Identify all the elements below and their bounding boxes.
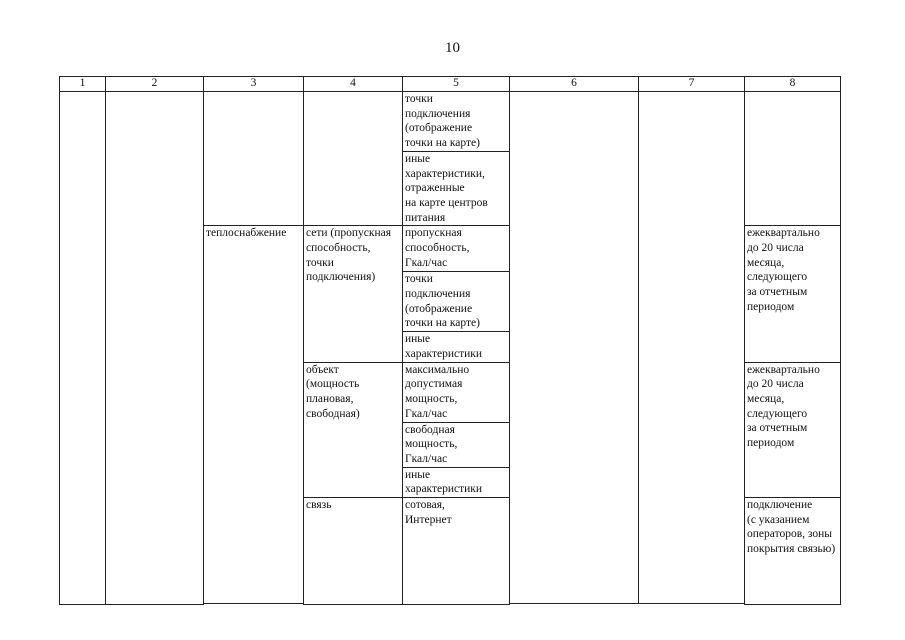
cell-col-3 — [204, 92, 304, 226]
cell-connection: подключение (с указанием операторов, зоны покрытия связью) — [745, 498, 841, 605]
header-col-7: 7 — [639, 77, 745, 92]
cell-free-capacity: свободная мощность, Гкал/час — [403, 422, 510, 467]
header-row — [60, 77, 841, 92]
cell-communication: связь — [304, 498, 403, 605]
cell-heat-network-other: иные характеристики — [403, 332, 510, 362]
header-col-6: 6 — [510, 77, 639, 92]
cell-col-6 — [510, 92, 639, 604]
cell-throughput: пропускная способность, Гкал/час — [403, 226, 510, 272]
cell-col-4 — [304, 92, 403, 226]
cell-heat-connection-points: точки подключения (отображение точки на карте) — [403, 272, 510, 332]
header-col-5: 5 — [403, 77, 510, 92]
table-row — [60, 92, 841, 152]
header-col-4: 4 — [304, 77, 403, 92]
cell-max-capacity: максимально допустимая мощность, Гкал/час — [403, 362, 510, 422]
page-number: 10 — [445, 40, 460, 56]
cell-col-1 — [60, 92, 106, 605]
cell-heat-network-deadline: ежеквартально до 20 числа месяца, следующего за отчетным периодом — [745, 226, 841, 362]
header-col-8: 8 — [745, 77, 841, 92]
cell-heat-object-deadline: ежеквартально до 20 числа месяца, следующего за отчетным периодом — [745, 362, 841, 498]
cell-heat-object: объект (мощность плановая, свободная) — [304, 362, 403, 498]
cell-heat-object-other: иные характеристики — [403, 467, 510, 497]
header-col-2: 2 — [106, 77, 204, 92]
cell-connection-points: точки подключения (отображение точки на карте) — [403, 92, 510, 152]
header-col-1: 1 — [60, 77, 106, 92]
cell-heat-networks: сети (пропускная способность, точки подключения) — [304, 226, 403, 362]
cell-col-2 — [106, 92, 204, 605]
cell-other-characteristics: иные характеристики, отраженные на карте центров питания — [403, 151, 510, 226]
cell-col-8 — [745, 92, 841, 226]
cell-cellular-internet: сотовая, Интернет — [403, 498, 510, 605]
cell-col-7 — [639, 92, 745, 604]
cell-heat-supply: теплоснабжение — [204, 226, 304, 604]
header-col-3: 3 — [204, 77, 304, 92]
data-table — [59, 76, 841, 605]
